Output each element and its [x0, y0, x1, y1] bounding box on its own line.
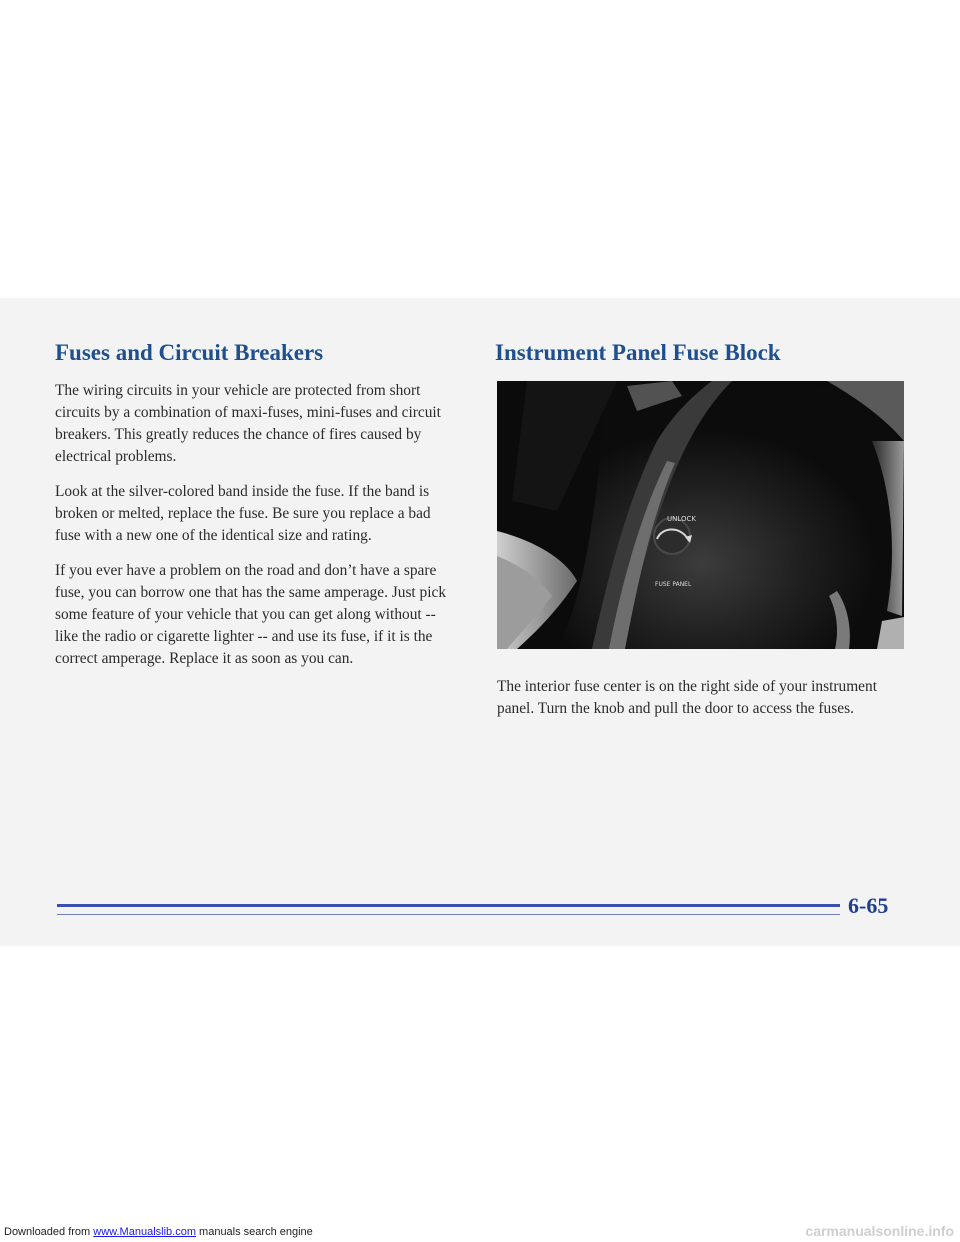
paragraph-1: The wiring circuits in your vehicle are protected from short circuits by a combination of maxi-fuses, mini-fuses and circuit breakers. This greatly reduces the chance of fires caused by electrical problems.: [55, 382, 441, 465]
fuse-panel-photo-image: [497, 381, 904, 649]
watermark-text: carmanualsonline.info: [805, 1223, 954, 1239]
fuse-panel-label: FUSE PANEL: [655, 581, 692, 588]
left-column: [55, 380, 450, 683]
manualslib-link[interactable]: www.Manualslib.com: [93, 1226, 196, 1238]
page-number: 6-65: [848, 893, 889, 918]
paragraph-3: If you ever have a problem on the road and don’t have a spare fuse, you can borrow one that has the same amperage. Just pick some feature of your vehicle that you can get along without -- like the radio or cigarette lighter -- and use its fuse, if it is the correct amperage. Replace it as soon as you can.: [55, 562, 447, 667]
section-heading-fuse-block: Instrument Panel Fuse Block: [495, 340, 781, 365]
footer-prefix: Downloaded from: [4, 1226, 94, 1238]
footer-rule-thick: [57, 904, 840, 907]
footer-rule-thin: [57, 914, 840, 915]
photo-caption: The interior fuse center is on the right side of your instrument panel. Turn the knob and pull the door to access the fuses.: [497, 678, 877, 717]
download-footer: [4, 1226, 313, 1238]
section-heading-fuses: Fuses and Circuit Breakers: [55, 340, 324, 365]
footer-suffix: manuals search engine: [195, 1226, 313, 1238]
knob-label: UNLOCK: [667, 515, 696, 523]
paragraph-2: Look at the silver-colored band inside the fuse. If the band is broken or melted, replace the fuse. Be sure you replace a bad fuse with a new one of the identical size and rating.: [55, 483, 431, 544]
fuse-panel-photo: [497, 381, 904, 649]
